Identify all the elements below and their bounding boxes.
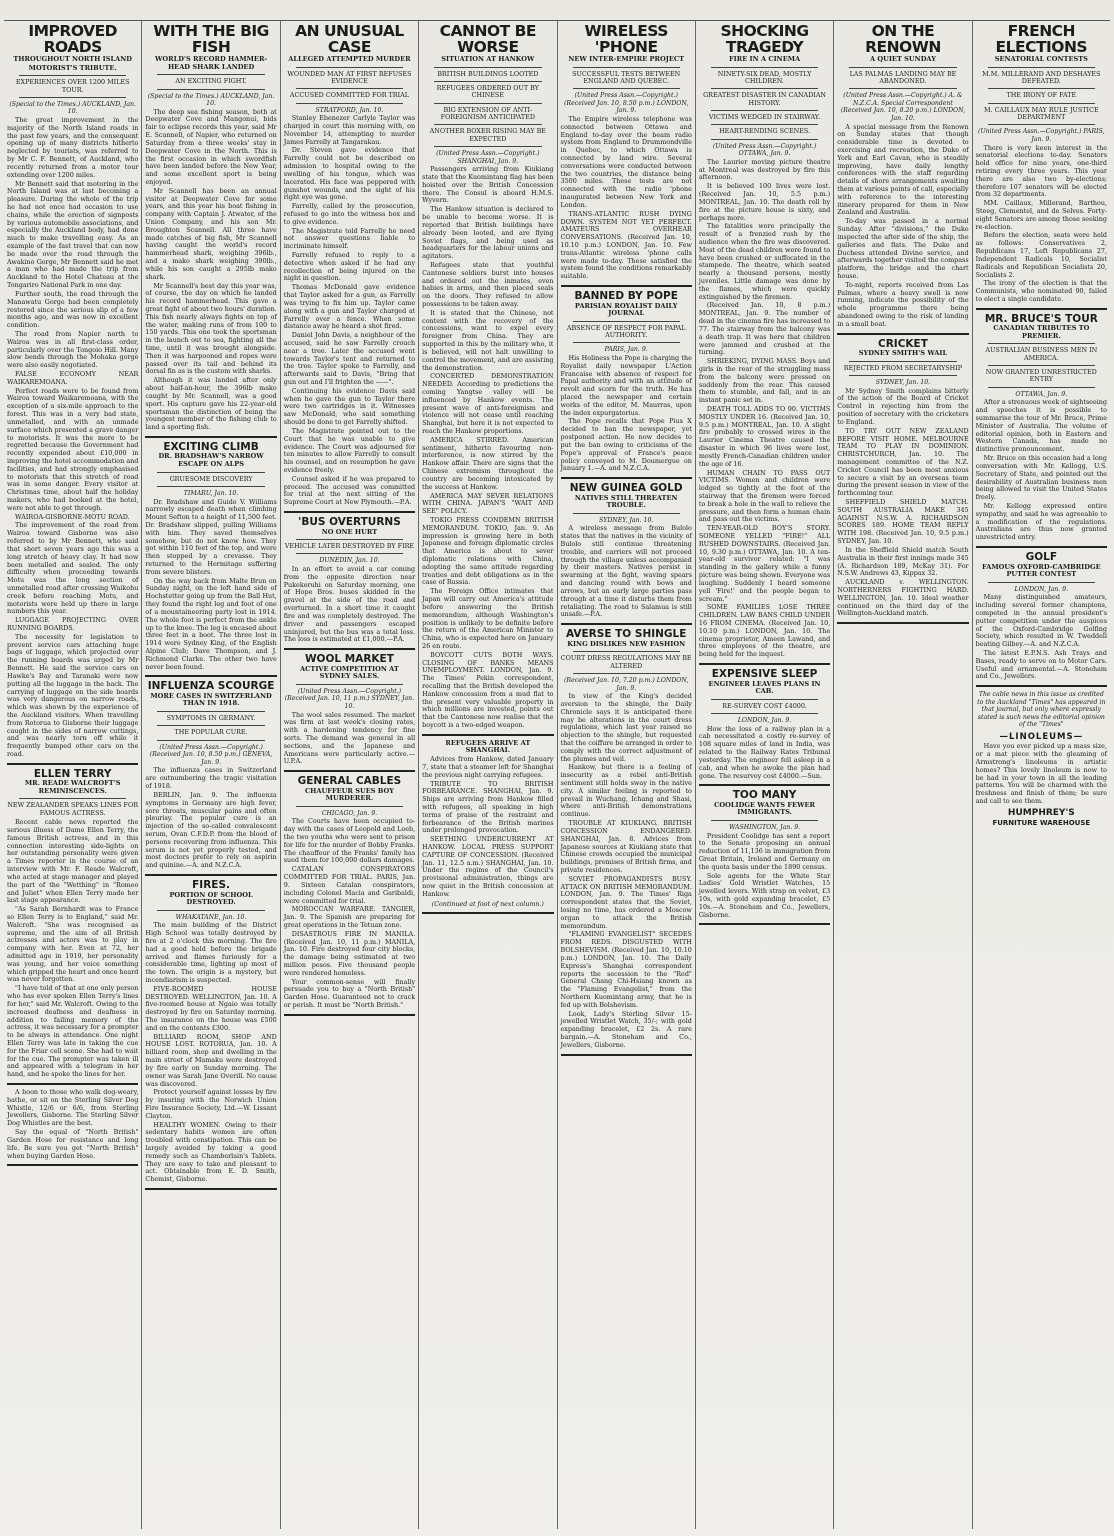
editorial-notice: The cable news in this issue as credited to the Auckland "Times" has appeared in that journal, but only where expressly stated is such news the editorial opinion of the "Times" xyxy=(977,691,1106,729)
article-paragraph: It is believed 100 lives were lost. (Received Jan. 10, 5.5 p.m.) MONTREAL, Jan. 10. The death roll by fire at the picture house is sixty, and perhaps more. xyxy=(698,182,831,222)
article-subheading: NATIVES STILL THREATEN TROUBLE. xyxy=(574,493,678,510)
article-paragraph: Hankow, but there is a feeling of insecurity as a rebel anti-British sentiment still holds sway in the native city. A similar feeling is reported to prevail in Wuchang, Ichang and Shasi, where anti-British demonstrations continue. xyxy=(560,763,692,819)
article-paragraph: DEATH TOLL ADDS TO 90. VICTIMS MOSTLY UNDER 16. (Received Jan. 10, 9.5 p.m.) MONTREAL, Jan. 10. A slight fire probably to crossed wires in the Laurier Cinema Theatre caused the disaster in which 96 lives were lost, mostly French-Canadian children under the age of 16. xyxy=(698,405,831,468)
article-paragraph: The Courts have been occupied to-day with the cases of Leopold and Loeb, the two youths who were sent to prison for life for the murder of Bobby Franks. The chauffeur of the Franks' family has sued them for 100,000 dollars damages. xyxy=(283,817,416,865)
article-headline: SHOCKING TRAGEDY xyxy=(720,22,809,56)
column-6 xyxy=(695,21,833,1529)
article-subheading: DR. BRADSHAW'S NARROW ESCAPE ON ALPS xyxy=(158,452,264,469)
article-paragraph: In an effort to avoid a car coming from the opposite direction near Pukekeruhi on Saturday morning, one of Hope Bros. buses skidded in the gravel at the side of the road and overturned. In a short time it caught fire and was completely destroyed. The driver and passengers escaped uninjured, but the bus was a total loss. The loss is estimated at £1,000.—P.A. xyxy=(283,565,416,644)
ad-title: —LINOLEUMS— xyxy=(999,732,1084,742)
article-headline: WITH THE BIG FISH xyxy=(153,22,269,56)
article-paragraph: In the Sheffield Shield match South Australia in their first innings made 345 (A. Richardson 189, McKay 31). For N.S.W. Andrews 43, Kippax 32. xyxy=(837,545,969,578)
article xyxy=(7,769,138,1085)
article-paragraph: HEALTHY WOMEN. Owing to their sedentary habits women are often troubled with constipation. This can be largely avoided by taking a good remedy such as Chamberlain's Tablets. They are easy to take and pleasant to act. Obtainable from E. D. Smith, Chemist, Gisborne. xyxy=(145,1120,277,1184)
article-dateline: DUNEDIN, Jan. 10. xyxy=(319,557,380,565)
article-deck: ANOTHER BOXER RISING MAY BE EXPECTED xyxy=(429,127,546,143)
article-paragraph: There is very keen interest in the senatorial elections to-day. Senators hold office for nine years, one-third retiring every three years. This year there are also two by-elections; therefore 107 senators will be elected from 32 departments. xyxy=(975,143,1107,199)
article-paragraph: Many distinguished amateurs, including several former champions, competed in the annual president's putter competition under the auspices of the Oxford-Cambridge Golfing Society, which resulted in W. Tweddell beating Gilbey.—A. and N.Z.C.A. xyxy=(975,593,1107,649)
article-paragraph: After a strenuous week of sightseeing and speeches it is possible to summarise the tour of Mr. Bruce, Prime Minister of Australia. The volume of editorial opinion, both in Eastern and Western Canada, has made no distinctive pronouncement. xyxy=(975,398,1107,454)
article-dateline: SYDNEY, Jan. 10. xyxy=(599,516,654,524)
article-body xyxy=(7,819,138,1079)
article-subheading: CHAUFFEUR SUES BOY MURDERER. xyxy=(304,786,394,803)
article-subheading: REFUGEES ARRIVE AT SHANGHAI. xyxy=(445,738,531,755)
article-paragraph: The necessity for legislation to prevent service cars attaching huge bags of luggage, which projected over the running boards was urged by Mr Bennett. He said the service cars on Hawke's Bay and Taranaki were now putting all the luggage in the back. The carrying of luggage on the side boards was very dangerous on narrow roads, which was shown by the experience of the Auckland visitors. When travelling from Rotorua to Gisborne their luggage caught in the sides of narrow cuttings, and was nearly torn off while it frequently bumped other cars on the road. xyxy=(7,632,139,758)
article-paragraph: AMERICA STIRRED. American sentiment, hitherto favouring non-interference, is now stirred by the Hankow affair. There are signs that the Chinese extremism throughout the country are becoming intoxicated by the success at Hankow. xyxy=(422,435,554,491)
article-subheading: PARISIAN ROYALIST DAILY JOURNAL xyxy=(574,301,678,318)
article-subheading: FAMOUS OXFORD-CAMBRIDGE PUTTER CONTEST xyxy=(981,562,1101,579)
article-paragraph: "FLAMING EVANGELIST" SECEDES FROM REDS. DISGUSTED WITH BOLSHEVISM. (Received Jan. 10, 10.10 p.m.) LONDON, Jan. 10. The Daily Express's Shanghai correspondent reports the secession to the "Red" General Chang Chi-Hsiang known as the "Flaming Evangelist," from the Northern Kuomintang army, that he is fed up with Bolshevism. xyxy=(560,930,692,1009)
article-dateline: OTTAWA, Jan. 9. xyxy=(1015,390,1068,398)
article-deck: THE POPULAR CURE. xyxy=(174,728,248,737)
article-deck: BRITISH BUILDINGS LOOTED xyxy=(437,69,539,78)
column-2 xyxy=(141,21,279,1529)
article-dateline: (Special to the Times.) AUCKLAND, Jan. 10. xyxy=(9,100,136,116)
article-dateline: CHICAGO, Jan. 9. xyxy=(321,809,378,817)
article-paragraph: Sole agents for the White Star Ladies' Gold Wristlet Watches, 15 jewelled levers. With strap on velvet, £3 10s, with gold expanding bracelet, £5 10s.—A. Stoneham and Co., Jewellers, Gisborne. xyxy=(698,871,831,919)
article xyxy=(837,339,968,625)
article-headline: CRICKET xyxy=(878,337,928,350)
article-dateline: PARIS, Jan. 9. xyxy=(604,346,648,354)
article-paragraph: Dr. Steven gave evidence that Farrelly could not be described on admission to hospital owing to the swelling of his tongue, which was lacerated. His face was peppered with gunshot wounds, and the sight of his right eye was gone. xyxy=(283,146,416,202)
article xyxy=(284,517,415,650)
article-body xyxy=(284,115,415,507)
article-paragraph: TROUBLE AT KIUKIANG. BRITISH CONCESSION ENDANGERED. SHANGHAI, Jan. 8. Advices from Japanese sources at Kiukiang state that Chinese crowds occupied the municipal buildings, premises of British firms, and private residences. xyxy=(560,819,692,874)
article-dateline: (United Press Assn.—Copyright.) SHANGHAI, Jan. 9. xyxy=(436,150,540,165)
article-paragraph: To-night, reports received from Las Palmas, where a heavy swell is now running, indicate the possibility of the whole programme there being abandoned owing to the risk of landing in a small boat. xyxy=(837,280,969,328)
article-paragraph: Protect yourself against losses by fire by insuring with the Norwich Union Fire Insurance Society, Ltd.—W. Lissant Clayton. xyxy=(145,1088,277,1120)
article-paragraph: FIVE-ROOMED HOUSE DESTROYED. WELLINGTON, Jan. 10. A five-roomed house at Ngaio was totally destroyed by fire on Saturday morning. The insurance on the house was £500 and on the contents £300. xyxy=(145,984,277,1032)
article xyxy=(284,776,415,1016)
article-headline: INFLUENZA SCOURGE xyxy=(147,680,275,693)
article xyxy=(561,24,692,287)
article-deck: GRUESOME DISCOVERY xyxy=(169,474,253,483)
article-paragraph: Dr. Bradshaw and Guide V. Williams narrowly escaped death when climbing Mount Sefton to a height of 11,500 feet. Dr. Bradshaw slipped, pulling Williams with him. They saved themselves somehow, but do not know how. They got within 110 feet of the top, and were then stopped by a crevasse. They returned to the Hermitage suffering from severe blisters. xyxy=(145,497,277,576)
article-subheading: COOLIDGE WANTS FEWER IMMIGRANTS. xyxy=(714,800,815,817)
article-paragraph: The Pope recalls that Pope Pius X decided to ban the newspaper, yet postponed action. He now decides to put the ban owing to criticisms of the Pope's approval of France's peace policy conveyed to M. Doumergue on January 1.—A. and N.Z.C.A. xyxy=(560,417,692,473)
column-8 xyxy=(972,21,1110,1529)
article-headline: GOLF xyxy=(1025,551,1058,564)
article-paragraph: How the loss of a railway plan in a cab necessitated a costly re-survey of 108 square miles of land in India, was related to the Railway Rates Tribunal yesterday. The engineer fell asleep in a cab, and when he awoke the plan had gone. The resurvey cost £4000.—Sun. xyxy=(698,724,831,780)
article-paragraph: Daniel John Davis, a neighbour of the accused, said he saw Farrelly crouch near a tree. Later the accused went towards Taylor's tent and returned to the tree. Taylor spoke to Farrelly, and afterwards said to Davis, "Bring that gun out and I'll frighten the ——". xyxy=(283,331,416,387)
article-paragraph: MM. Caillaux, Millerand, Barthou, Steeg, Clementel, and de Selves. Forty-eight Senators are among those seeking re-election. xyxy=(975,199,1107,231)
article-paragraph: Perfect roads were to be found from Wairoa toward Waikaremoana, with the exception of a six-mile approach to the forest. This was in a very bad state, unmetalled, and with an unmade surface which presented a grave danger to motorists. It was the more to be regretted because the Government had recently expended about £10,000 in improving the hotel accommodation and facilities, and had strongly emphasised to motorists that this stretch of road was in some danger. Every visitor at Christmas time, about half the holiday makers, who had booked at the hotel, were not able to get through. xyxy=(7,386,139,512)
article-paragraph: Farrelly, called by the prosecution, refused to go into the witness box and to give evidence. xyxy=(283,202,416,226)
article-paragraph: SHEFFIELD SHIELD MATCH. SOUTH AUSTRALIA MAKE 345 AGAINST N.S.W. A. RICHARDSON SCORES 189. HOME TEAM REPLY WITH 198. (Received Jan. 10, 9.5 p.m.) SYDNEY, Jan. 10. xyxy=(837,498,969,546)
article-dateline: (United Press Assn.—Copyright.) PARIS, Jan. 9. xyxy=(978,128,1105,143)
article-dateline: STRATFORD, Jan. 10. xyxy=(315,106,384,114)
article-paragraph: Continuing his evidence Davis said when he gave the gun to Taylor there were two cartridges in it. Witnesses saw McDonald, who said something should be done to get Farrelly shifted. xyxy=(283,386,416,427)
article-body xyxy=(699,726,830,781)
article xyxy=(284,24,415,513)
article-headline: AVERSE TO SHINGLE xyxy=(565,628,687,641)
article xyxy=(561,629,692,1055)
article-subheading: NO ONE HURT xyxy=(321,527,378,536)
article-paragraph: BOYCOTT CUTS BOTH WAYS. CLOSING OF BANKS MEANS UNEMPLOYMENT. LONDON, Jan. 9. The Times' Pekin correspondent, recalling that the British developed the Hankow concession from a mud flat to the present very valuable property in which millions are invested, points out that the Cantonese now realise that the boycott is a two-edged weapon. xyxy=(422,650,554,730)
column-7 xyxy=(833,21,971,1529)
article-deck: COURT DRESS REGULATIONS MAY BE ALTERED xyxy=(560,654,692,670)
article-paragraph: The great improvement in the majority of the North Island roads in the past few years, and the consequent opening up of many districts hitherto neglected by tourists, was referred to by Mr C. F. Bennett, of Auckland, who recently returned from a motor tour extending over 1200 miles. xyxy=(7,116,139,179)
article-subheading: WORLD'S RECORD HAMMER-HEAD SHARK LANDED xyxy=(154,55,268,71)
article-paragraph: BILLIARD ROOM, SHOP AND HOUSE LOST. ROTORUA, Jan. 10. A billiard room, shop and dwelling in the main street of Mamaku were destroyed by fire early on Sunday morning. The owner was Sarah Jane Overill. No cause was discovered. xyxy=(145,1032,277,1088)
article-headline: IMPROVED ROADS xyxy=(28,22,118,56)
article-body xyxy=(145,767,276,870)
article-deck: ABSENCE OF RESPECT FOR PAPAL AUTHORITY. xyxy=(566,323,686,340)
article-deck: BIG EXTENSION OF ANTI-FOREIGNISM ANTICIPATED xyxy=(440,105,535,122)
article-paragraph: SOME FAMILIES LOSE THREE CHILDREN. LAW BANS CHILD UNDER 16 FROM CINEMA. (Received Jan. 10, 10.10 p.m.) LONDON, Jan. 10. The cinema proprietor, Ameen Lawand, and three employees of the theatre, are being held for the inquest. xyxy=(698,603,831,659)
article-paragraph: Say the equal of "North British" Garden Hose for resistance and long life. Be sure you get "North British" when buying Garden Hose. xyxy=(7,1128,139,1160)
article-paragraph: Thomas McDonald gave evidence that Taylor asked for a gun, as Farrelly was trying to fix him up. Taylor came along with a gun and Taylor charged at Farrelly over a fence. When some distance away he heard a shot fired. xyxy=(283,283,416,331)
article-paragraph: The Magistrate pointed out to the Court that he was unable to give evidence. The Court was adjourned for ten minutes to allow Farrelly to consult his counsel, and on resumption he gave evidence freely. xyxy=(283,426,416,474)
article xyxy=(699,669,830,786)
article-headline: ON THE RENOWN xyxy=(865,22,941,56)
article-paragraph: SOVIET PROPAGANDISTS BUSY. ATTACK ON BRITISH MEMORANDUM. LONDON, Jan. 9. The Times' Riga correspondent states that the Soviet, losing no time, has ordered a Moscow organ to attack the British memorandum. xyxy=(560,874,692,930)
article xyxy=(145,880,276,1190)
article-deck: AN EXCITING FIGHT. xyxy=(175,77,247,86)
article-headline: FIRES. xyxy=(192,879,230,892)
advertisement xyxy=(976,732,1107,827)
article-paragraph: Mr Bennett said that motoring in the North Island was at last becoming a pleasure. During the whole of the trip he had not once had occasion to use chains, while the erection of signposts by various automobile associations, and especially the Auckland body, had done much to make travelling easy. As an example of the fast travel that can now be made over the road through the Awakino Gorge, Mr Bennett said he met a man who had made the trip from Auckland to the Hotel Chateau at the Tongariro National Park in one day. xyxy=(7,179,139,290)
article-paragraph: The Empire wireless telephone was connected between Ottawa and England to-day over the beam radio system from England to Drummondville in Quebec, to which Ottawa is connected by land wire. Several conversations were conducted between the two countries, the distance being 3500 miles. These tests are not connected with the radio 'phone inaugurated between New York and London. xyxy=(560,114,692,209)
article-deck: EXPERIENCES OVER 1200 MILES TOUR. xyxy=(15,78,130,94)
article xyxy=(561,483,692,625)
article-deck: RE-SURVEY COST £4000. xyxy=(722,701,807,710)
article-subheading: SYDNEY SMITH'S WAIL xyxy=(858,349,948,358)
article-deck: NINETY-SIX DEAD, MOSTLY CHILDREN. xyxy=(717,69,812,85)
article-paragraph: His Holiness the Pope is charging the Royalist daily newspaper L'Action Francaise with absence of respect for Papal authority and with an attitude of revolt and scorn for the truth. He has placed the newspaper and certain works of the editor, M. Maurras, upon the index expurgatorius. xyxy=(560,353,692,417)
article xyxy=(145,24,276,438)
article-paragraph: TEN-YEAR-OLD BOY'S STORY. SOMEONE YELLED "FIRE!" ALL RUSHED DOWNSTAIRS. (Received Jan. 10, 9.30 p.m.) OTTAWA, Jan. 10. A ten-year-old survivor related: "I was standing in the gallery while a funny picture was being shown. Everyone was laughing. Suddenly I heard someone yell 'Fire!' and the people began to scream." xyxy=(698,524,831,603)
article-paragraph: SEETHING UNDERCURRENT AT HANKOW. LOCAL PRESS SUPPORT CAPTURE OF CONCESSION. (Received Jan. 11, 12.5 a.m.) SHANGHAI, Jan. 10. Under the regime of the Council's provisional administration, things are now quiet in the British concession at Hankow. xyxy=(422,835,554,898)
article-body xyxy=(422,756,553,899)
article-deck: SUCCESSFUL TESTS BETWEEN ENGLAND AND QUEBEC. xyxy=(572,69,681,85)
article-headline: FRENCH ELECTIONS xyxy=(995,22,1088,56)
article-body xyxy=(699,833,830,920)
article-paragraph: The road from Napier north to Wairoa was in all first-class order, particularly over the Tongoio Hill. Many slow bends through the Mohaka gorge were also easily negotiated. xyxy=(7,329,139,370)
article-paragraph: A special message from the Renown on Sunday states that though considerable time is devoted to exercising and recreation, the Duke of York and Earl Cavan, who is steadily improving, have daily lengthy conferences with the staff regarding details of shore arrangements awaiting them at various points of call, especially with reference to the interesting itinerary prepared for them in New Zealand and Australia. xyxy=(837,122,969,217)
article-paragraph: Further south, the road through the Manawatu Gorge had been completely restored since the serious slip of a few months ago, and was now in excellent condition. xyxy=(7,289,139,330)
column-5 xyxy=(557,21,695,1529)
article-paragraph: The influenza cases in Switzerland are outnumbering the tragic visitation of 1918. xyxy=(145,766,277,791)
article-dateline: (United Press Assn.—Copyright.) A. & N.Z.C.A. Special Correspondent (Received Jan. 10, 8.20 p.m.) LONDON, Jan. 10. xyxy=(840,92,966,122)
article-dateline: LONDON, Jan. 9. xyxy=(1014,585,1069,593)
ad-signature-subtitle: FURNITURE WAREHOUSE xyxy=(992,818,1091,827)
article-paragraph: FALSE ECONOMY NEAR WAIKAREMOANA. xyxy=(7,370,139,386)
article-paragraph: The Laurier moving picture theatre at Montreal was destroyed by fire this afternoon. xyxy=(698,157,831,182)
article-subheading: PORTION OF SCHOOL DESTROYED. xyxy=(169,890,253,907)
article-paragraph: SHRIEKING, DYING MASS. Boys and girls in the rear of the struggling mass from the balcony were pressed on suddenly from the rear. This caused them to stumble, and fall, and in an instant panic set in. xyxy=(698,357,831,405)
article-paragraph: Although it was landed after only about half-an-hour, the 396lb mako caught by Mr. Scannell, was a good sport. His capture gave his 22-year-old sportsman the distinction of being the youngest member of the fishing club to land a sporting fish. xyxy=(145,376,277,432)
article-paragraph: LUGGAGE PROJECTING OVER RUNNING BOARDS. xyxy=(7,616,139,632)
article-paragraph: The improvement of the road from Wairoa toward Gisborne was also referred to by Mr Bennett, who said that short seven years ago this was a long stretch of heavy clay. It had now been metalled and sealed. The only difficulty when proceeding towards Motu was the long section of unmetalled road after crossing Waikohu creek before reaching Motu, and motorists were held up there in large numbers this year. xyxy=(7,521,139,616)
article-deck: AUSTRALIAN BUSINESS MEN IN AMERICA. xyxy=(985,346,1098,362)
ad-signature: HUMPHREY'S xyxy=(1007,807,1075,818)
article xyxy=(145,442,276,677)
article-headline: GENERAL CABLES xyxy=(297,775,402,788)
article-subheading: CANADIAN TRIBUTES TO PREMIER. xyxy=(993,324,1090,340)
article-deck: THE IRONY OF FATE xyxy=(1006,91,1077,100)
article-paragraph: Farrelly refused to reply to a detective when asked if he had any recollection of being injured on the night in question. xyxy=(283,251,416,283)
article-paragraph: Mr Scannell's best day this year was, of course, the day on which he landed his record hammerhead. This gave a great fight of about two hours' duration. This fish nearly always fights on top of the water, making runs of from 100 to 150 yards. This one took the sportsman in the launch out to sea, fighting all the time, until it was brought alongside. Then it was harpooned and ropes were passed over its tail and behind its dorsal fin as is the custom with sharks. xyxy=(145,281,277,376)
article-deck: VICTIMS WEDGED IN STAIRWAY. xyxy=(708,113,821,122)
article-paragraph: President Coolidge has sent a report to the Senate proposing an annual reduction of 11,136 in immigration from Great Britain, Ireland and Germany on the quota basis under the 1890 census. xyxy=(698,831,831,871)
article-headline: EXCITING CLIMB xyxy=(163,440,259,453)
article-deck: GREATEST DISASTER IN CANADIAN HISTORY. xyxy=(703,91,827,107)
article-headline: MR. BRUCE'S TOUR xyxy=(984,312,1098,325)
article-deck: VEHICLE LATER DESTROYED BY FIRE xyxy=(284,542,415,551)
continued-note: (Continued at foot of next column.) xyxy=(431,900,544,908)
article-subheading: MR. READE WALCROFT'S REMINISCENCES. xyxy=(24,779,121,795)
article-subheading: MORE CASES IN SWITZERLAND THAN IN 1918. xyxy=(150,691,272,708)
article-paragraph: The fatalities were principally the result of a frenzied rush by the audience when the fire was discovered. Most of the dead children were found to have been crushed or suffocated in the stampede. The theatre, which seated nearly a thousand persons, mostly juveniles. Little damage was done by the flames, which were quickly extinguished by the firemen. xyxy=(698,222,831,301)
article-headline: TOO MANY xyxy=(732,789,797,802)
article-dateline: SYDNEY, Jan. 10. xyxy=(875,379,931,387)
article-subheading: NEW INTER-EMPIRE PROJECT xyxy=(568,55,685,63)
article xyxy=(699,24,830,665)
article-paragraph: Passengers arriving from Kiukiang state that the Kuomintang flag has been hoisted over the British Concession there. The Consul is aboard H.M.S. Wyvern. xyxy=(422,165,554,205)
article-subheading: A QUIET SUNDAY xyxy=(869,55,936,63)
article-paragraph: AMERICA MAY SEVER RELATIONS WITH CHINA. JAPAN'S "WAIT AND SEE" POLICY. xyxy=(422,491,554,516)
article xyxy=(976,24,1107,310)
article-paragraph: The Hankow situation is declared to be unable to become worse. It is reported that British buildings have already been looted, and are flying Soviet flags, and being used as headquarters for the labour unions and agitators. xyxy=(422,205,554,261)
article-paragraph: (Received Jan. 10, 8 p.m.) MONTREAL, Jan. 9. The number of dead in the cinema fire has increased to 77. The stairway from the balcony was a death trap. It was here that children were jammed and crushed at the turning. xyxy=(698,301,831,357)
article-dateline: (Special to the Times.) AUCKLAND, Jan. 10. xyxy=(147,92,275,108)
article-paragraph: Stanley Ebenezer Carlyle Taylor was charged in court this morning with, on November 14, attempting to murder James Farrelly at Tangarakau. xyxy=(283,114,416,146)
article-body xyxy=(976,145,1107,304)
article-paragraph: Mr Sydney Smith complains bitterly of the action of the Board of Cricket Control in rejecting him from the position of secretary with the cricketers to England. xyxy=(837,386,969,426)
article-paragraph: TRIBUTE TO BRITISH FORBEARANCE. SHANGHAI, Jan. 9. Ships are arriving from Hankow filled with refugees, all speaking in high terms of praise of the restraint and forbearance of the British marines under prolonged provocation. xyxy=(422,779,554,835)
article-deck: HEART-RENDING SCENES. xyxy=(719,127,811,136)
article-headline: AN UNUSUAL CASE xyxy=(295,22,404,56)
article xyxy=(976,314,1107,548)
article xyxy=(422,740,553,914)
article-body xyxy=(7,1089,138,1160)
article-headline: WOOL MARKET xyxy=(304,653,394,666)
article-body xyxy=(561,693,692,1050)
article-body xyxy=(284,712,415,767)
article xyxy=(422,24,553,736)
article-body xyxy=(145,499,276,672)
article-paragraph: Look, Lady's Sterling Silver 15-jewelled Wristlet Watch, 35/-; with gold expanding bracelet, £2 2s. A rare bargain.—A. Stoneham and Co., Jewellers, Gisborne. xyxy=(560,1009,692,1049)
article-paragraph: WAIROA-GISBORNE-MOTU ROAD. xyxy=(15,512,130,521)
article-deck: LAS PALMAS LANDING MAY BE ABANDONED. xyxy=(849,69,957,85)
article-paragraph: In view of the King's decided aversion to the shingle, the Daily Chronicle says it is anticipated there may be alterations in the court dress regulations, which last year raised no objection to the shingle, but requested that the coiffure be arranged in order to comply with the correct adjustment of the plumes and veil. xyxy=(560,692,692,763)
article-paragraph: Mr Scannell has been an annual visitor at Deepwater Cove for some years, and this year his boat fishing in company with Captain J. Atwater, of the Union Company, and his son Mr. Broughton Scannell. All three have made catches of big fish, Mr Scannell having caught the world's record hammerhead shark, weighing 396lb., and a mako shark weighing 390lb., while his son caught a 295lb mako shark. xyxy=(145,186,277,281)
article-body xyxy=(561,355,692,473)
article-deck: M.M. MILLERAND AND DESHAYES DEFEATED. xyxy=(982,69,1101,85)
article xyxy=(976,552,1107,687)
columns xyxy=(4,21,1110,1529)
article-paragraph: Mr. Bruce on this occasion had a long conversation with Mr. Kellogg, U.S. Secretary of State, and pointed out the desirability of Australian business men being allowed to visit the United States freely. xyxy=(975,454,1107,502)
article-deck: REFUGEES ORDERED OUT BY CHINESE xyxy=(436,83,539,100)
article-paragraph: Your common-sense will finally persuade you to buy a "North British" Garden Hose. Guaranteed not to crack or perish. It must be "North British." xyxy=(283,977,416,1010)
article-paragraph: CONCERTED DEMONSTRATION NEEDED. According to predictions the coming Yangtse valley will be influenced by Hankow events. The present wave of anti-foreignism and violence will not cease until reaching Shanghai, but here it is not expected to reach the Hankow proportions. xyxy=(422,372,554,436)
article-subheading: SENATORIAL CONTESTS xyxy=(994,55,1088,63)
article-paragraph: DISASTROUS FIRE IN MANILA. (Received Jan. 10, 11 p.m.) MANILA, Jan. 10. Fire destroyed four city blocks, the damage being estimated at two million pesos. Five thousand people were rendered homeless. xyxy=(283,929,416,977)
article-paragraph: AUCKLAND v. WELLINGTON. NORTHERNERS FIGHTING HARD. WELLINGTON, Jan. 10. Ideal weather continued on the third day of the Wellington-Auckland match. xyxy=(837,578,969,618)
article-deck: REJECTED FROM SECRETARYSHIP xyxy=(843,363,963,372)
article-paragraph: BERLIN, Jan. 9. The influenza symptoms in Germany are high fever, sore throats, muscular pains and often pleurisy. The popular cure is an injection of the so-called convalescent serum, Ovan C.F.D.P. from the blood of persons recovering from influenza. This serum is not yet properly tested, and most doctors prefer to rely on aspirin and quinine.—A. and N.Z.C.A. xyxy=(145,790,277,870)
article-paragraph: The latest E.P.N.S. Ash Trays and Bases, ready to serve on to Motor Cars. Useful and ornamental.—A. Stoneham and Co., Jewellers. xyxy=(975,648,1107,681)
article-paragraph: The Foreign Office intimates that Japan will carry out America's attitude before answering the British memorandum, although Washington's position is unlikely to be definite before the return of the American Minister to China, who is expected here on January 26 en route. xyxy=(422,587,554,650)
article-body xyxy=(976,594,1107,681)
ad-text: Have you ever picked up a mass size, or a mat piece with the gleaming of Armstrong's linoleums in artistic homes? This lovely linoleum is now to be had in your town in all the leading patterns. You will be charmed with the freshness and finish of them; be sure and call to see them. xyxy=(975,742,1107,806)
article xyxy=(284,654,415,772)
article-paragraph: It is stated that the Chinese, not content with the recovery of the concessions, want to expel every foreigner from China. They are supported in this by the military who, it is believed, will not halt unwilling to control the movement, and are assisting the demonstration. xyxy=(422,308,554,372)
article-subheading: THROUGHOUT NORTH ISLAND xyxy=(13,55,132,63)
article-subheading: ENGINEER LEAVES PLANS IN CAB. xyxy=(708,679,821,696)
article-paragraph: Refugees state that youthful Cantonese soldiers burst into houses and ordered out the inmates, even babies in arms, and then placed seals on the doors. They refused to allow possessions to be taken away. xyxy=(422,260,554,309)
article-deck: ACCUSED COMMITTED FOR TRIAL xyxy=(289,91,410,100)
article-paragraph: The main building of the District High School was totally destroyed by fire at 2 o'clock this morning. The fire had a good hold before the brigade arrived and flames furiously for a considerable time, lighting up most of the town. The origin is a mystery, but incendiarism is suspected. xyxy=(145,921,277,984)
article-body xyxy=(699,159,830,659)
article-paragraph: Counsel asked if he was prepared to proceed. The accused was committed for trial at the next sitting of the Supreme Court at New Plymouth.—P.A. xyxy=(283,474,416,507)
article xyxy=(561,291,692,479)
article-subheading: FIRE IN A CINEMA xyxy=(728,55,801,63)
article-headline: BANNED BY POPE xyxy=(574,290,678,303)
article-deck: M. CAILLAUX MAY RULE JUSTICE DEPARTMENT xyxy=(983,105,1099,122)
article-paragraph: MOROCCAN WARFARE. TANGIER, Jan. 9. The Spanish are preparing for great operations in the Tetuan zone. xyxy=(283,905,416,929)
article-body xyxy=(837,388,968,619)
article-paragraph: Recent cable news reported the serious illness of Dame Ellen Terry, the famous British actress, and in this connection interesting side-lights on her outstanding personality were given a Times reporter in the course of an interview with Mr. F. Reade Walcroft, who acted at stage manager and played the part of the "Wetthing" in "Romeo and Juliet" when Ellen Terry made her last stage appearance. xyxy=(7,818,139,905)
article-subheading: MOTORIST'S TRIBUTE. xyxy=(28,63,117,72)
column-1 xyxy=(4,21,141,1529)
article-dateline: LONDON, Jan. 9. xyxy=(737,717,792,725)
article-paragraph: A boon to those who walk dog-weary, bathe, or sit on the Sterling Silver Dog Whistle, 12/6 or 6/6, from Sterling Jewellers, Gisborne. The Sterling Silver Dog Whistles are the best. xyxy=(7,1088,139,1128)
article-paragraph: On the way back from Malte Brun on Sunday night, on the left hand side of Hochstetter going up from the Ball Hut, they found the right leg and foot of one of a mountaineering party lost in 1914. The whole foot is perfect from the ankle up to the knee. The leg is encased about three feet in a boot. The three lost in 1914 were Sydney King, of the English Alpine Club; Dave Thompson, and J. Richmond Clarke. The other two have never been found. xyxy=(145,576,277,671)
article-deck: SYMPTOMS IN GERMANY. xyxy=(166,714,256,723)
article-headline: ELLEN TERRY xyxy=(33,767,112,780)
article-paragraph: The deep sea fishing season, both at Deepwater Cove and Mangonui, bids fair to eclipse records this year, said Mr E. Scannell, of Napier, who returned on Saturday from a three weeks' stay in Deepwater Cove in the North. This is the first occasion in which swordfish have been landed before the New Year, and some excellent sport is being enjoyed. xyxy=(145,107,277,186)
article-paragraph: HUMAN CHAIN TO PASS OUT VICTIMS. Women and children were lodged so tightly at the foot of the stairway that the firemen were forced to break a hole in the wall to relieve the pressure, and then form a human chain and pass out the victims. xyxy=(698,468,831,524)
article-paragraph: Advices from Hankow, dated January 7, state that a steamer left for Shanghai the previous night carrying refugees. xyxy=(422,755,554,779)
article xyxy=(699,790,830,925)
article-paragraph: CATALAN CONSPIRATORS COMMITTED FOR TRIAL. PARIS, Jan. 9. Sixteen Catalan conspirators, including Colonel Macia and Garibaldi, were committed for trial. xyxy=(283,865,416,905)
article-dateline: (United Press Assn.—Copyright.) (Received Jan. 10, 11 p.m.) SYDNEY, Jan. 10. xyxy=(284,687,415,710)
article-body xyxy=(422,166,553,730)
article-subheading: ACTIVE COMPETITION AT SYDNEY SALES. xyxy=(300,664,399,681)
article xyxy=(837,24,968,335)
article-dateline: (United Press Assn.—Copyright.) OTTAWA, Jan. 9. xyxy=(712,142,817,158)
article-body xyxy=(976,399,1107,542)
article-body xyxy=(145,922,276,1184)
article-headline: WIRELESS 'PHONE xyxy=(584,22,668,56)
article-dateline: WHAKATANE, Jan. 10. xyxy=(175,913,247,921)
article-deck: WOUNDED MAN AT FIRST REFUSES EVIDENCE xyxy=(287,69,412,85)
article-paragraph: Mr. Kellogg expressed entire sympathy, and said he was agreeable to a modification of the regulations. Australians are thus now granted unrestricted entry. xyxy=(975,501,1107,542)
article-deck: NEW ZEALANDER SPEAKS LINES FOR FAMOUS ACTRESS. xyxy=(7,801,139,817)
article-paragraph: TRANS-ATLANTIC RUSH DYING DOWN. SYSTEM NOT YET PERFECT. AMATEURS OVERHEAR CONVERSATIONS. (Received Jan. 10, 10.10 p.m.) LONDON, Jan. 10. Few trans-Atlantic wireless 'phone calls were made to-day. These satisfied the system found the conditions remarkably suitable. xyxy=(560,209,692,281)
masthead-strip xyxy=(4,0,1110,21)
article-deck: NOW GRANTED UNRESTRICTED ENTRY xyxy=(985,368,1097,384)
article-subheading: KING DISLIKES NEW FASHION xyxy=(567,639,686,648)
article-paragraph: The irony of the election is that the Communists, who nominated 90, failed to elect a single candidate. xyxy=(975,279,1107,303)
article-paragraph: "I have told of that at one only person who has ever spoken Ellen Terry's lines for her," said Mr. Walcroft. Owing to the increased deafness and deafness in addition to failing memory of the actress, it was necessary for a prompter to be always in attendance. One night Ellen Terry was late in taking the cue for the Friar cell scene. She had to wait for the cue. The prompter was taken ill and appeared with a telegram in her hand, and he spoke the lines for her. xyxy=(7,984,139,1079)
article-body xyxy=(837,124,968,329)
article-subheading: ALLEGED ATTEMPTED MURDER xyxy=(288,55,411,63)
article-body xyxy=(284,566,415,644)
article xyxy=(7,1089,138,1166)
article-subheading: SITUATION AT HANKOW xyxy=(441,55,535,63)
article-headline: EXPENSIVE SLEEP xyxy=(711,668,818,681)
article-dateline: (Received Jan. 10, 7.20 p.m.) LONDON, Jan. 9. xyxy=(564,676,689,692)
article-body xyxy=(7,117,138,759)
article-headline: 'BUS OVERTURNS xyxy=(298,516,401,529)
article xyxy=(145,681,276,876)
article-body xyxy=(561,116,692,281)
article-body xyxy=(284,818,415,1010)
article-body xyxy=(561,525,692,619)
article-paragraph: To-day was passed in a normal Sunday. After "divisions," the Duke inspected the after side of the ship, the galleries and flats. The Duke and Duchess attended Divine service, and afterwards together visited the compass platform, the bridge and the chart house. xyxy=(837,217,969,280)
article-headline: CANNOT BE WORSE xyxy=(439,22,536,56)
article-dateline: (United Press Assn.—Copyright.) (Received Jan. 10, 8.50 p.m.) LONDON, Jan. 9. xyxy=(564,92,689,115)
article-dateline: (United Press Assn.—Copyright.) (Received Jan. 10, 8.50 p.m.) GENEVA, Jan. 9. xyxy=(149,743,273,766)
article-dateline: TIMARU, Jan. 10. xyxy=(183,489,239,497)
article-paragraph: TOKIO PRESS CONDEMN BRITISH MEMORANDUM. TOKIO, Jan. 9. An impression is growing here in both Japanese and foreign diplomatic circles that America is about to sever diplomatic relations with China, adopting the same attitude regarding treaties and debt obligations as in the case of Russia. xyxy=(422,515,554,587)
article-paragraph: "As Sarah Bernhardt was to France so Ellen Terry is to England," said Mr. Walcroft. "She was recognised as supreme, and the aim of all British actresses and actors was to play in company with her. Even at 72, her admitted age in 1919, her personality was young, and her voice something which gripped the heart and once heard was never forgotten. xyxy=(7,905,139,984)
article-headline: NEW GUINEA GOLD xyxy=(569,482,683,495)
article-paragraph: The Magistrate told Farrelly he need not answer questions liable to incriminate himself. xyxy=(283,226,416,251)
article-paragraph: The wool sales resumed. The market was firm at last week's closing rates, with a hardening tendency for fine sorts. The demand was general in all sections, and the Japanese and Americans were particularly active.—U.P.A. xyxy=(283,710,416,766)
article-paragraph: A wireless message from Bulolo states that the natives in the vicinity of Bulolo still continue threatening trouble, and carriers will not proceed through the village unless accompanied by their masters. Natives persist in swarming at the fight, waving spears and dancing round with bows and arrows, but an early large parties pass through at a time it disturbs them from retaliating. The road to Salamua is still unsafe.—P.A. xyxy=(560,524,692,619)
article xyxy=(7,24,138,765)
column-3 xyxy=(280,21,418,1529)
article-paragraph: Before the election, seats were held as follows: Conservatives 2, Republicans 17, Left Republicans 27, Independent Radicals 10, Socialist Radicals and Republican Socialists 20, Socialists 2. xyxy=(975,231,1107,279)
article-paragraph: TO TRY OUT NEW ZEALAND BEFORE VISIT HOME. MELBOURNE TEAM TO PLAY IN DOMINION. CHRISTCHURCH, Jan. 10. The management committee of the N.Z. Cricket Council has been most anxious to secure a visit by an overseas team during the present season in view of the forthcoming tour. xyxy=(837,426,969,498)
column-4 xyxy=(418,21,556,1529)
article-body xyxy=(145,109,276,432)
article-dateline: WASHINGTON, Jan. 9. xyxy=(729,823,801,831)
